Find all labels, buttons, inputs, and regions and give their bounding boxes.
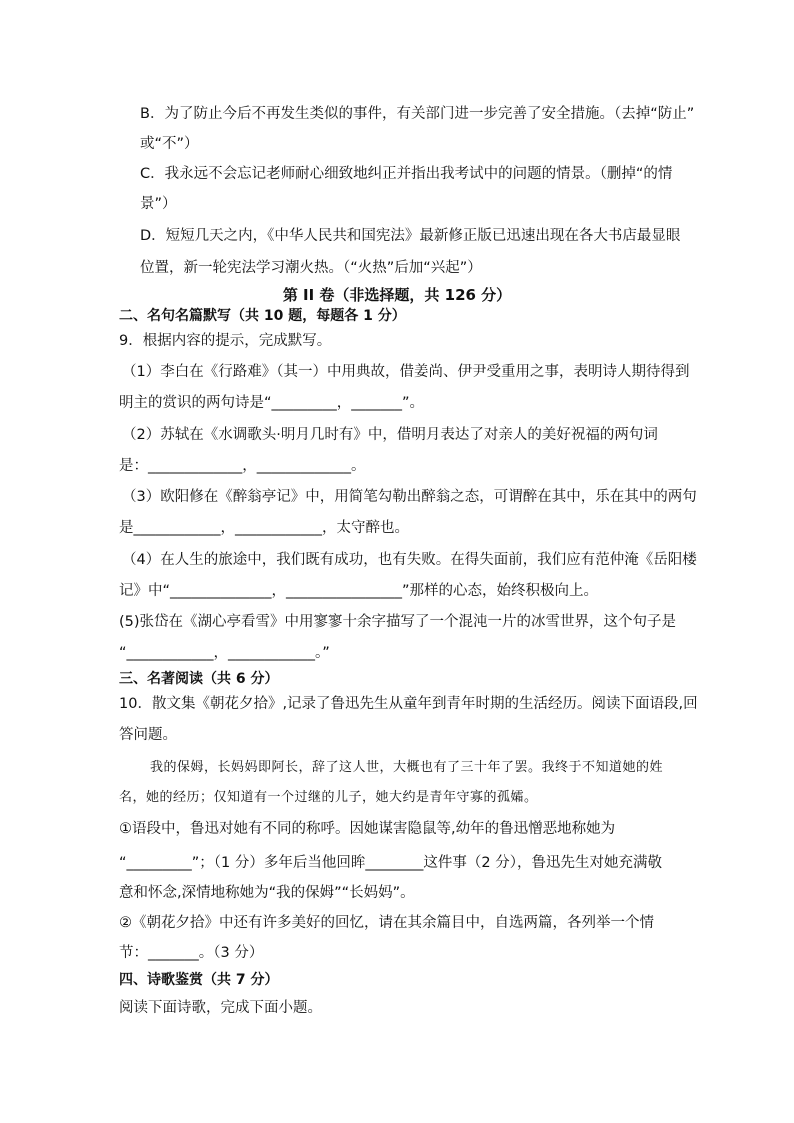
- option-c-line2: 景”）: [140, 196, 177, 212]
- option-c-line1: C．我永远不会忘记老师耐心细致地纠正并指出我考试中的问题的情景。（删掉“的情: [140, 166, 673, 182]
- option-b-line1: B．为了防止今后不再发生类似的事件，有关部门进一步完善了安全措施。（去掉“防止”: [140, 106, 695, 122]
- q9-2-line2: 是：_____________，_____________。: [119, 458, 366, 474]
- q9-3-line2: 是____________，____________，太守醉也。: [119, 520, 409, 536]
- q10-1-line3: 意和怀念,深情地称她为“我的保姆”“长妈妈”。: [119, 885, 415, 901]
- q9-4-line1: （4）在人生的旅途中，我们既有成功，也有失败。在得失面前，我们应有范仲淹《岳阳楼: [122, 552, 697, 568]
- q10-1-line1: ①语段中，鲁迅对她有不同的称呼。因她谋害隐鼠等,幼年的鲁迅憎恶地称她为: [119, 821, 616, 837]
- q9-5-line1: (5)张岱在《湖心亭看雪》中用寥寥十余字描写了一个混沌一片的冰雪世界，这个句子是: [119, 614, 677, 630]
- q10-2-line2: 节：_______。（3 分）: [119, 945, 264, 961]
- question-10-line2: 答问题。: [119, 727, 177, 743]
- option-d-line2: 位置，新一轮宪法学习潮火热。（“火热”后加“兴起”）: [140, 260, 482, 276]
- q9-2-line1: （2）苏轼在《水调歌头·明月几时有》中，借明月表达了对亲人的美好祝福的两句词: [122, 427, 658, 443]
- q9-1-line2: 明主的赏识的两句诗是“_________，_______”。: [119, 395, 425, 411]
- part-two-title: 第 II 卷（非选择题，共 126 分）: [282, 286, 512, 304]
- q9-4-line2: 记》中“______________，________________”那样的心态，始终积极向上。: [119, 583, 599, 599]
- option-b-line2: 或“不”）: [140, 136, 199, 152]
- section-four-intro: 阅读下面诗歌，完成下面小题。: [119, 1000, 322, 1016]
- question-9: 9．根据内容的提示，完成默写。: [119, 333, 332, 349]
- excerpt-line2: 名，她的经历；仅知道有一个过继的儿子，她大约是青年守寡的孤孀。: [119, 790, 538, 805]
- question-10-line1: 10．散文集《朝花夕拾》,记录了鲁迅先生从童年到青年时期的生活经历。阅读下面语段,回: [119, 696, 698, 712]
- section-four-heading: 四、诗歌鉴赏（共 7 分）: [119, 972, 279, 988]
- q9-5-line2: “____________，____________。”: [119, 645, 330, 661]
- section-two-heading: 二、名句名篇默写（共 10 题，每题各 1 分）: [119, 308, 406, 324]
- q10-1-line2: “_________”；（1 分）多年后当他回眸________这件事（2 分），鲁迅先生对她充满敬: [119, 855, 662, 871]
- q9-3-line1: （3）欧阳修在《醉翁亭记》中，用简笔勾勒出醉翁之态，可谓醉在其中，乐在其中的两句: [122, 489, 697, 505]
- section-three-heading: 三、名著阅读（共 6 分）: [119, 671, 279, 687]
- option-d-line1: D．短短几天之内，《中华人民共和国宪法》最新修正版已迅速出现在各大书店最显眼: [140, 228, 681, 244]
- q10-2-line1: ②《朝花夕拾》中还有许多美好的回忆，请在其余篇目中，自选两篇，各列举一个情: [119, 915, 654, 931]
- q9-1-line1: （1）李白在《行路难》（其一）中用典故，借姜尚、伊尹受重用之事，表明诗人期待得到: [122, 364, 690, 380]
- excerpt-line1: 我的保姆，长妈妈即阿长，辞了这人世，大概也有了三十年了罢。我终于不知道她的姓: [150, 760, 664, 775]
